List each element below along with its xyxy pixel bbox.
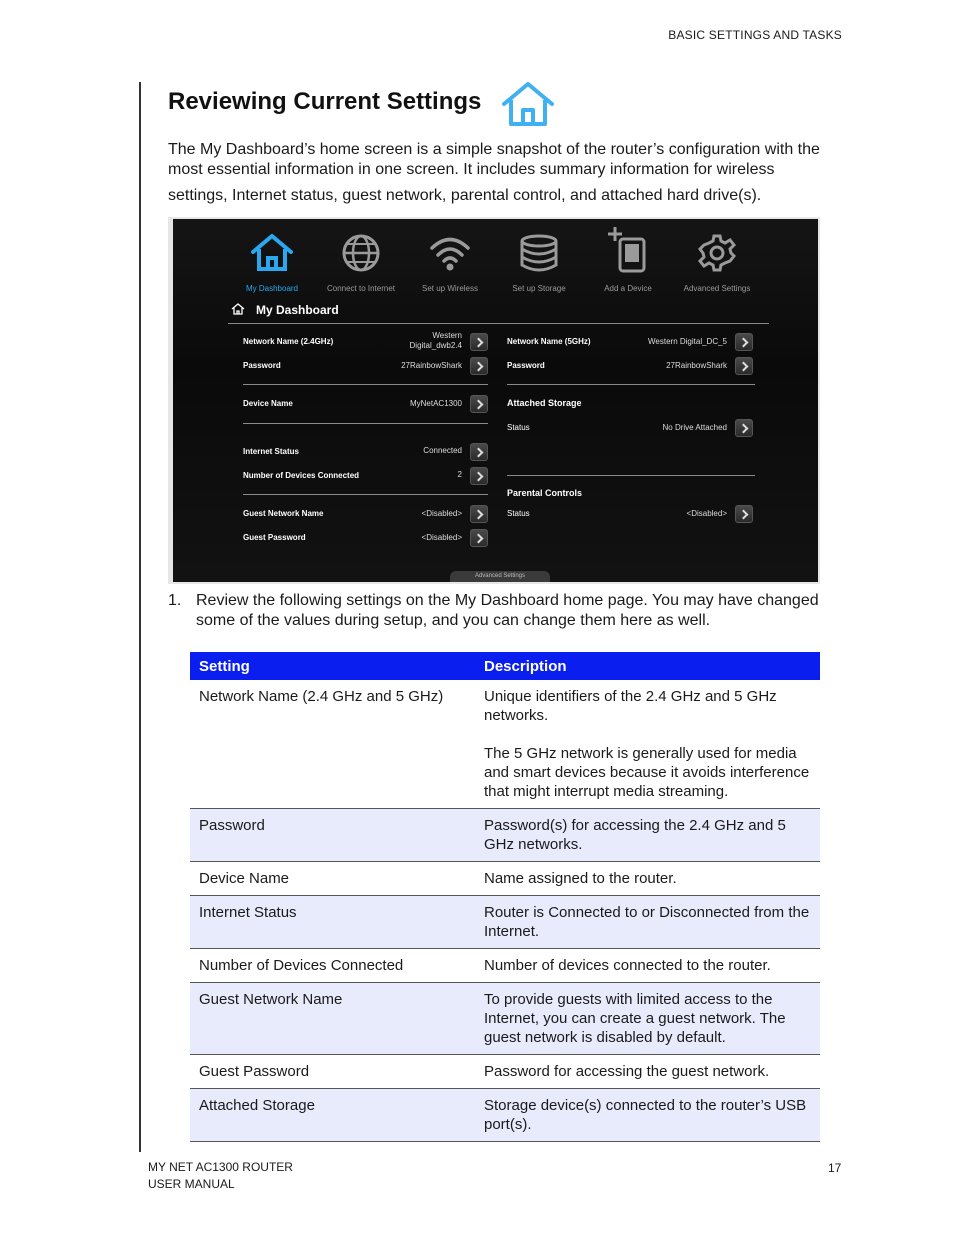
parental-status-label: Status [507, 509, 530, 518]
table-row [190, 680, 820, 809]
value-line: Digital_dwb2.4 [409, 341, 462, 350]
table-row [190, 1055, 820, 1089]
table-header-row [190, 652, 820, 680]
setting-cell: Guest Password [190, 1055, 475, 1089]
nav-setup-storage[interactable] [494, 233, 584, 273]
table-row [190, 1089, 820, 1142]
network-name-24-label: Network Name (2.4GHz) [243, 337, 334, 346]
footer-product [148, 1159, 293, 1193]
description-cell: To provide guests with limited access to the Internet, you can create a guest network. The guest network is disabled by default. [475, 983, 820, 1055]
table-row [190, 949, 820, 983]
header-setting: Setting [190, 652, 475, 680]
chevron-right-icon[interactable] [470, 529, 488, 547]
network-name-5-label: Network Name (5GHz) [507, 337, 591, 346]
chevron-right-icon[interactable] [470, 357, 488, 375]
nav-my-dashboard[interactable] [227, 233, 317, 273]
chevron-right-icon[interactable] [470, 395, 488, 413]
divider [507, 475, 755, 476]
dashboard-heading: My Dashboard [256, 303, 339, 317]
description-text: The 5 GHz network is generally used for media and smart devices because it avoids interference that might interrupt media streaming. [484, 745, 810, 800]
chevron-right-icon[interactable] [735, 333, 753, 351]
description-cell [475, 680, 820, 809]
dashboard-screenshot [168, 217, 820, 584]
setting-cell: Internet Status [190, 896, 475, 949]
internet-status-label: Internet Status [243, 447, 300, 456]
intro-paragraph [168, 140, 848, 206]
storage-icon [519, 233, 559, 273]
globe-icon [341, 233, 381, 273]
running-header: BASIC SETTINGS AND TASKS [668, 28, 842, 42]
divider [243, 423, 488, 424]
storage-status-label: Status [507, 423, 530, 432]
dashboard-screen [173, 219, 818, 582]
setting-cell: Number of Devices Connected [190, 949, 475, 983]
home-icon [250, 233, 294, 273]
home-icon [231, 303, 245, 315]
parental-status-value: <Disabled> [686, 509, 727, 518]
chevron-right-icon[interactable] [735, 419, 753, 437]
intro-line: The My Dashboard’s home screen is a simple snapshot of the router’s configuration with the [168, 141, 820, 158]
nav-label: Connect to Internet [326, 284, 396, 293]
chevron-right-icon[interactable] [470, 443, 488, 461]
description-cell: Number of devices connected to the router. [475, 949, 820, 983]
devices-connected-value: 2 [457, 470, 462, 479]
nav-add-device[interactable] [583, 225, 673, 273]
divider [243, 384, 488, 385]
table-row [190, 983, 820, 1055]
nav-label: Set up Wireless [421, 284, 479, 293]
device-name-label: Device Name [243, 399, 293, 408]
divider [243, 494, 488, 495]
setting-cell: Password [190, 809, 475, 862]
setting-cell: Network Name (2.4 GHz and 5 GHz) [190, 680, 475, 809]
guest-password-label: Guest Password [243, 533, 306, 542]
intro-line: settings, Internet status, guest network, parental control, and attached hard drive(s). [168, 187, 762, 204]
description-cell: Password for accessing the guest network. [475, 1055, 820, 1089]
description-cell: Name assigned to the router. [475, 862, 820, 896]
wifi-icon [428, 233, 472, 273]
add-device-icon [604, 225, 652, 273]
parental-controls-heading: Parental Controls [507, 488, 583, 498]
divider [228, 323, 769, 324]
table-row [190, 862, 820, 896]
advanced-settings-tab[interactable]: Advanced Settings [450, 571, 550, 582]
chevron-right-icon[interactable] [470, 333, 488, 351]
divider [507, 384, 755, 385]
internet-status-value: Connected [423, 446, 462, 455]
description-cell: Storage device(s) connected to the router’s USB port(s). [475, 1089, 820, 1142]
nav-label: My Dashboard [245, 284, 299, 293]
chevron-right-icon[interactable] [470, 505, 488, 523]
margin-rule [139, 82, 141, 1152]
setting-cell: Device Name [190, 862, 475, 896]
footer-manual: USER MANUAL [148, 1177, 235, 1191]
value-line: Western [432, 331, 462, 340]
attached-storage-heading: Attached Storage [507, 398, 582, 408]
description-cell: Router is Connected to or Disconnected from the Internet. [475, 896, 820, 949]
password-label: Password [243, 361, 281, 370]
setting-cell: Attached Storage [190, 1089, 475, 1142]
chevron-right-icon[interactable] [470, 467, 488, 485]
password-value: 27RainbowShark [401, 361, 462, 370]
nav-setup-wireless[interactable] [405, 233, 495, 273]
settings-table [190, 652, 820, 1142]
description-text: Unique identifiers of the 2.4 GHz and 5 GHz networks. [484, 688, 777, 724]
storage-status-value: No Drive Attached [662, 423, 727, 432]
network-name-24-value [353, 331, 462, 351]
network-name-5-value: Western Digital_DC_5 [648, 337, 727, 346]
nav-connect-internet[interactable] [316, 233, 406, 273]
nav-label: Add a Device [604, 284, 652, 293]
step-text: Review the following settings on the My Dashboard home page. You may have changed some of the values during setup, and you can change them here as well. [196, 592, 819, 629]
gear-icon [697, 233, 737, 273]
devices-connected-label: Number of Devices Connected [243, 471, 360, 480]
setting-cell: Guest Network Name [190, 983, 475, 1055]
password-5-label: Password [507, 361, 545, 370]
home-icon [500, 80, 556, 128]
description-cell: Password(s) for accessing the 2.4 GHz and 5 GHz networks. [475, 809, 820, 862]
device-name-value: MyNetAC1300 [409, 399, 462, 408]
intro-line: most essential information in one screen. It includes summary information for wireless [168, 161, 775, 178]
step-number: 1. [168, 592, 182, 609]
chevron-right-icon[interactable] [735, 505, 753, 523]
guest-password-value: <Disabled> [421, 533, 462, 542]
table-row [190, 896, 820, 949]
nav-advanced-settings[interactable] [672, 233, 762, 273]
chevron-right-icon[interactable] [735, 357, 753, 375]
nav-label: Set up Storage [512, 284, 566, 293]
password-5-value: 27RainbowShark [666, 361, 727, 370]
page-title: Reviewing Current Settings [168, 88, 482, 115]
table-row [190, 809, 820, 862]
header-description: Description [475, 652, 820, 680]
footer-product-name: MY NET AC1300 ROUTER [148, 1160, 293, 1174]
nav-label: Advanced Settings [683, 284, 751, 293]
guest-network-label: Guest Network Name [243, 509, 324, 518]
page-number: 17 [828, 1161, 842, 1175]
guest-network-value: <Disabled> [421, 509, 462, 518]
